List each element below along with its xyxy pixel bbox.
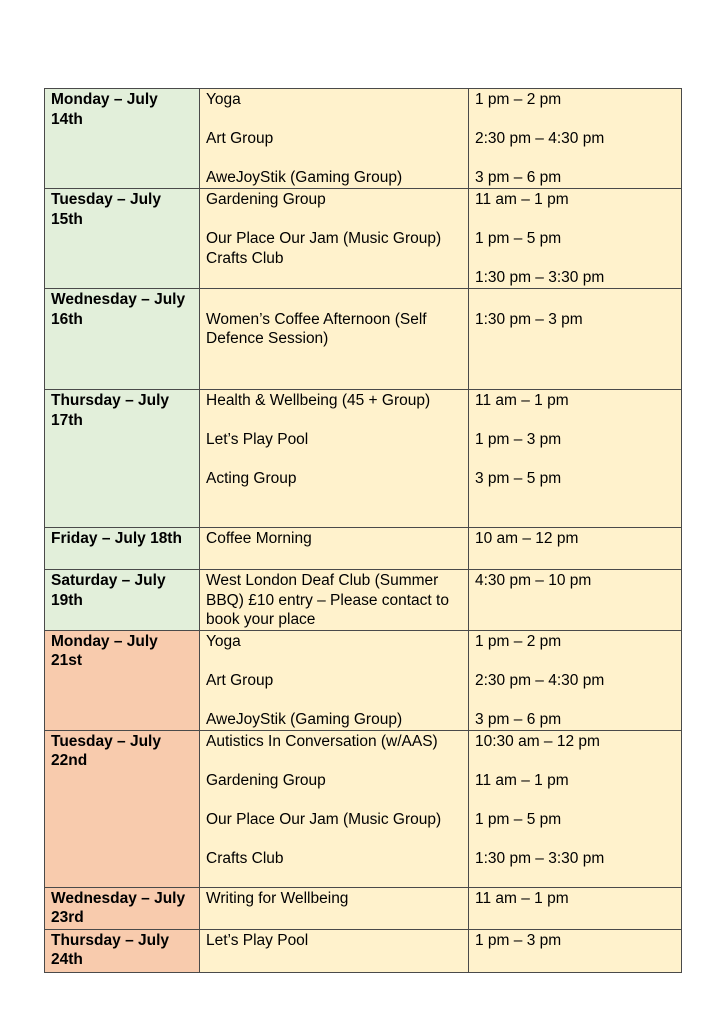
table-row	[45, 929, 682, 972]
activity-name: Writing for Wellbeing	[206, 889, 349, 907]
activity-name: Crafts Club	[206, 850, 284, 868]
time-range: 10 am – 12 pm	[475, 529, 579, 547]
time-range: 11 am – 1 pm	[475, 889, 569, 907]
table-row	[45, 569, 682, 630]
activity-name: Autistics In Conversation (w/AAS)	[206, 732, 438, 750]
time-range: 2:30 pm – 4:30 pm	[475, 671, 605, 689]
time-range: 1 pm – 5 pm	[475, 230, 562, 248]
activity-cell	[200, 527, 469, 569]
activity-name: Yoga	[206, 632, 241, 650]
activity-name: Women’s Coffee Afternoon (Self Defence Session)	[206, 310, 427, 348]
day-cell: Saturday – July 19th	[45, 569, 200, 630]
time-range: 1:30 pm – 3:30 pm	[475, 269, 605, 287]
activity-name: Crafts Club	[206, 249, 284, 267]
time-cell	[469, 887, 682, 929]
time-range: 1 pm – 5 pm	[475, 811, 562, 829]
table-row	[45, 288, 682, 389]
activity-name: Coffee Morning	[206, 529, 312, 547]
table-row	[45, 527, 682, 569]
time-cell	[469, 288, 682, 389]
time-cell	[469, 730, 682, 887]
activity-name: Yoga	[206, 91, 241, 108]
time-range: 11 am – 1 pm	[475, 391, 569, 409]
day-cell: Monday – July 21st	[45, 630, 200, 730]
activity-cell	[200, 569, 469, 630]
time-cell	[469, 929, 682, 972]
time-cell	[469, 188, 682, 288]
activity-name: Art Group	[206, 671, 274, 689]
time-cell	[469, 527, 682, 569]
activity-name: Health & Wellbeing (45 + Group)	[206, 391, 431, 409]
activity-cell	[200, 630, 469, 730]
time-range: 1:30 pm – 3:30 pm	[475, 850, 605, 868]
activity-name: AweJoyStik (Gaming Group)	[206, 169, 403, 187]
time-range: 1 pm – 2 pm	[475, 91, 562, 108]
activity-cell	[200, 730, 469, 887]
time-cell	[469, 569, 682, 630]
activity-cell	[200, 89, 469, 189]
time-range: 11 am – 1 pm	[475, 190, 569, 208]
table-row	[45, 630, 682, 730]
day-cell: Tuesday – July 22nd	[45, 730, 200, 887]
time-range: 2:30 pm – 4:30 pm	[475, 130, 605, 148]
activity-name: Let’s Play Pool	[206, 931, 309, 949]
activity-name: West London Deaf Club (Summer BBQ) £10 entry – Please contact to book your place	[206, 571, 449, 629]
table-row	[45, 887, 682, 929]
table-row	[45, 389, 682, 527]
day-cell: Tuesday – July 15th	[45, 188, 200, 288]
activity-cell	[200, 188, 469, 288]
time-range: 4:30 pm – 10 pm	[475, 571, 592, 589]
day-cell: Wednesday – July 23rd	[45, 887, 200, 929]
activity-name: Art Group	[206, 130, 274, 148]
day-cell: Thursday – July 17th	[45, 389, 200, 527]
time-range: 10:30 am – 12 pm	[475, 732, 600, 750]
activity-name: Our Place Our Jam (Music Group)	[206, 811, 442, 829]
schedule-table	[44, 88, 682, 973]
activity-name: Acting Group	[206, 470, 297, 488]
time-range: 1 pm – 3 pm	[475, 431, 562, 449]
time-range: 1 pm – 2 pm	[475, 632, 562, 650]
table-row	[45, 188, 682, 288]
day-cell: Friday – July 18th	[45, 527, 200, 569]
time-cell	[469, 389, 682, 527]
time-range: 3 pm – 6 pm	[475, 711, 562, 729]
time-range: 1 pm – 3 pm	[475, 931, 562, 949]
day-cell: Thursday – July 24th	[45, 929, 200, 972]
activity-cell	[200, 887, 469, 929]
time-range: 1:30 pm – 3 pm	[475, 310, 583, 328]
activity-name: Our Place Our Jam (Music Group)	[206, 230, 442, 248]
day-cell: Wednesday – July 16th	[45, 288, 200, 389]
time-range: 3 pm – 6 pm	[475, 169, 562, 187]
time-cell	[469, 89, 682, 189]
activity-name: AweJoyStik (Gaming Group)	[206, 711, 403, 729]
table-row	[45, 89, 682, 189]
table-row	[45, 730, 682, 887]
day-cell: Monday – July 14th	[45, 89, 200, 189]
activity-cell	[200, 929, 469, 972]
time-range: 11 am – 1 pm	[475, 771, 569, 789]
time-range: 3 pm – 5 pm	[475, 470, 562, 488]
activity-name: Gardening Group	[206, 190, 326, 208]
activity-name: Let’s Play Pool	[206, 431, 309, 449]
activity-cell	[200, 288, 469, 389]
time-cell	[469, 630, 682, 730]
activity-name: Gardening Group	[206, 771, 326, 789]
activity-cell	[200, 389, 469, 527]
